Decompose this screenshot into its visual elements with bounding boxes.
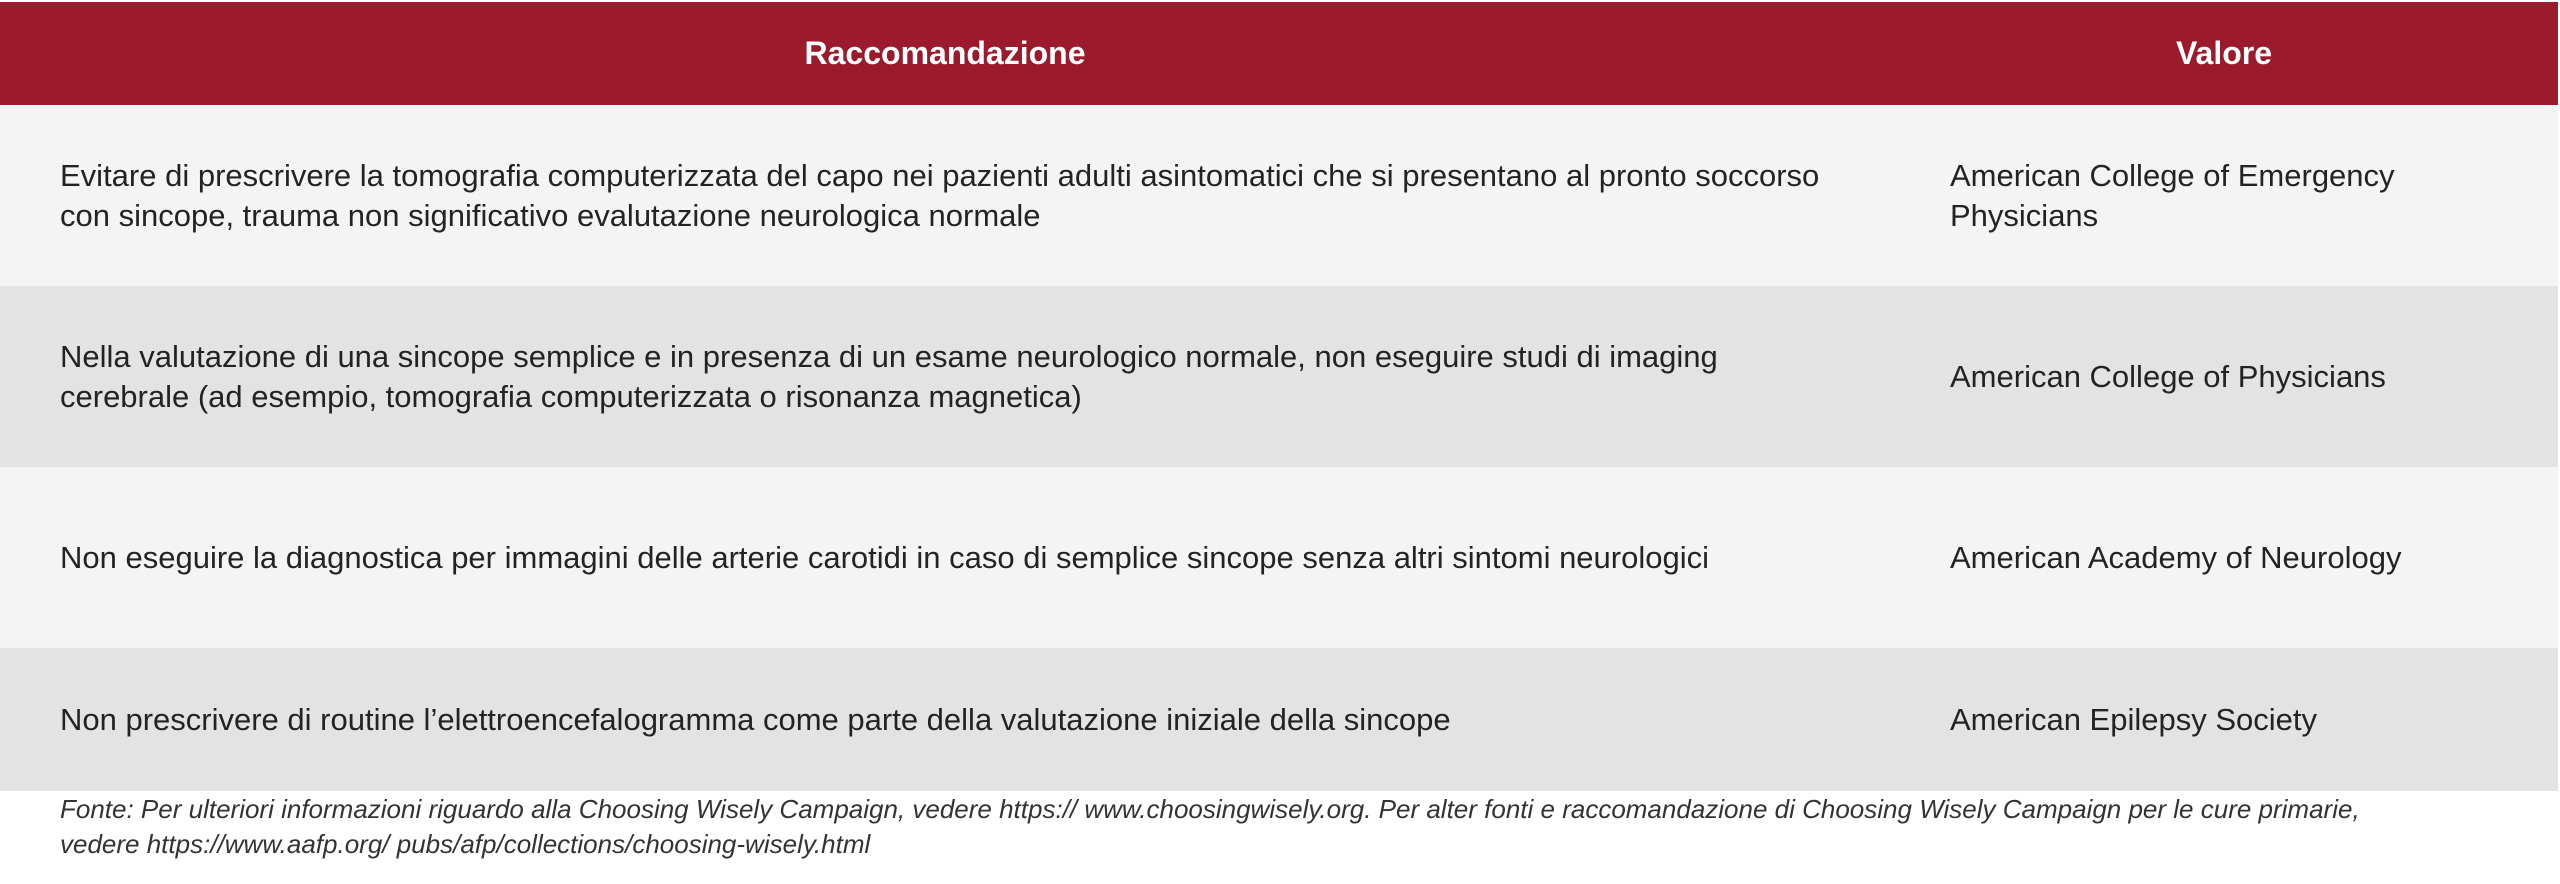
table-row [0,648,2558,791]
source-footnote: Fonte: Per ulteriori informazioni riguardo alla Choosing Wisely Campaign, vedere https:// www.choosingwisely.org. Per alter fonti e raccomandazione di Choosing Wisely Campaign per le cure primarie, vedere https://www.aafp.org/ pubs/afp/collections/choosing-wisely.html [60,794,2360,859]
recommendation-cell: Evitare di prescrivere la tomografia computerizzata del capo nei pazienti adulti asintomatici che si presentano al pronto soccorso con sincope, trauma non significativo evalutazione neurologica normale [60,157,1820,233]
header-recommendation: Raccomandazione [804,35,1086,71]
recommendation-cell: Non prescrivere di routine l’elettroencefalogramma come parte della valutazione iniziale della sincope [60,701,1451,737]
value-cell: American Academy of Neurology [1950,539,2402,575]
recommendations-table [0,2,2558,791]
value-cell: American Epilepsy Society [1950,701,2317,737]
table-row [0,105,2558,286]
recommendation-cell: Non eseguire la diagnostica per immagini delle arterie carotidi in caso di semplice sincope senza altri sintomi neurologici [60,539,1709,575]
value-cell: American College of Physicians [1950,358,2386,394]
header-value: Valore [2175,35,2273,71]
recommendation-cell: Nella valutazione di una sincope semplice e in presenza di un esame neurologico normale, non eseguire studi di imaging cerebrale (ad esempio, tomografia computerizzata o risonanza magnetica) [60,338,1718,414]
table-row [0,467,2558,648]
table-header [0,2,2558,105]
table-row [0,286,2558,467]
value-cell: American College of Emergency Physicians [1950,157,2395,233]
